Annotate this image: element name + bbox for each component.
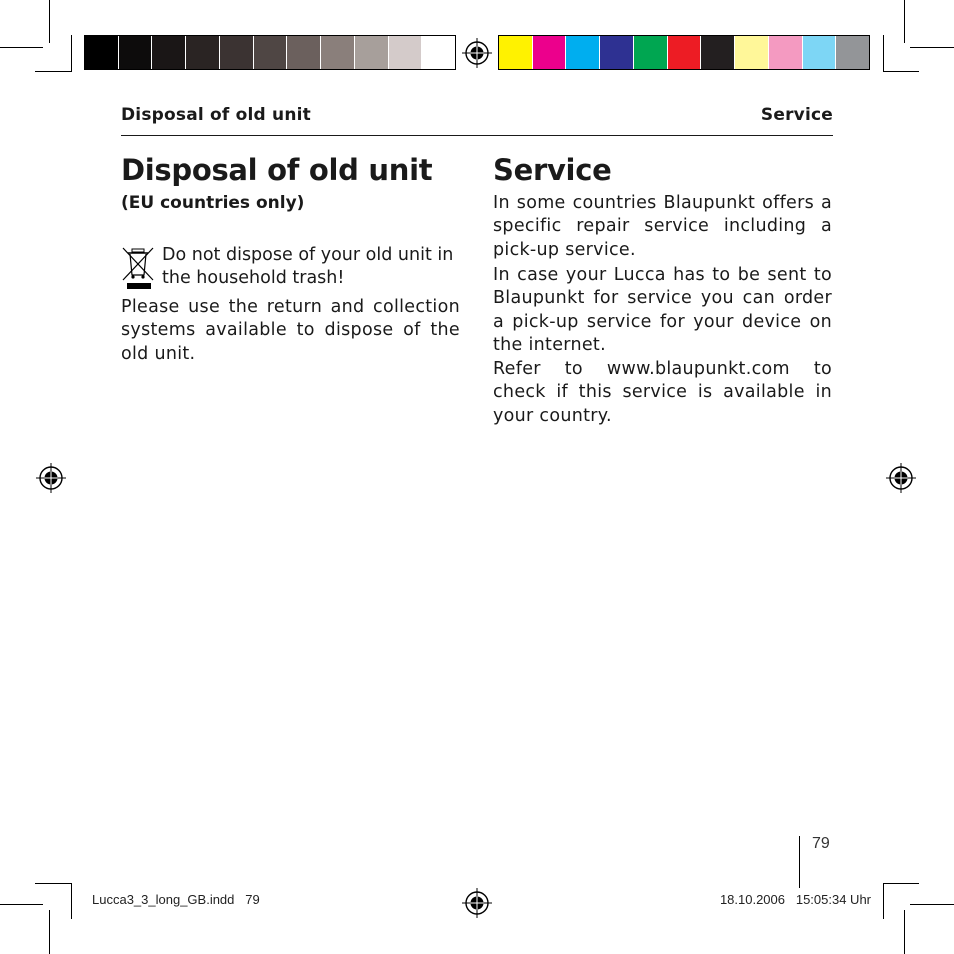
running-header-left: Disposal of old unit bbox=[121, 105, 311, 125]
color-swatch bbox=[186, 36, 220, 69]
color-swatch bbox=[287, 36, 321, 69]
color-swatch bbox=[533, 36, 567, 69]
crop-mark bbox=[904, 910, 905, 954]
running-header-right: Service bbox=[760, 105, 833, 125]
color-swatch bbox=[422, 36, 455, 69]
crop-mark bbox=[883, 71, 919, 72]
service-paragraph-3: Refer to www.blaupunkt.com to check if this service is available in your country. bbox=[493, 359, 832, 426]
color-swatch bbox=[220, 36, 254, 69]
crop-mark bbox=[904, 0, 905, 43]
color-swatch bbox=[321, 36, 355, 69]
crop-mark bbox=[35, 883, 72, 884]
disposal-title: Disposal of old unit bbox=[121, 153, 433, 187]
crop-mark bbox=[49, 0, 50, 43]
crop-mark bbox=[35, 71, 72, 72]
crop-mark bbox=[883, 35, 884, 72]
gray-swatch-bar bbox=[84, 35, 456, 70]
footer-filename: Lucca3_3_long_GB.indd 79 bbox=[92, 892, 260, 907]
color-swatch bbox=[769, 36, 803, 69]
color-swatch bbox=[254, 36, 288, 69]
process-color-bar bbox=[498, 35, 870, 70]
color-swatch bbox=[701, 36, 735, 69]
page-number: 79 bbox=[812, 835, 830, 852]
service-title: Service bbox=[493, 153, 612, 187]
crop-mark bbox=[883, 883, 919, 884]
crop-mark bbox=[71, 35, 72, 72]
registration-mark-icon bbox=[462, 38, 492, 68]
header-rule bbox=[121, 135, 833, 136]
color-swatch bbox=[499, 36, 533, 69]
disposal-body: Please use the return and collection systems available to dispose of the old unit. bbox=[121, 297, 460, 364]
page-number-rule bbox=[799, 836, 800, 888]
color-swatch bbox=[152, 36, 186, 69]
crop-mark bbox=[910, 904, 954, 905]
crop-mark bbox=[883, 883, 884, 919]
color-swatch bbox=[355, 36, 389, 69]
service-paragraph-1: In some countries Blaupunkt offers a specific repair service including a pick-up service. bbox=[493, 193, 832, 260]
crop-mark bbox=[49, 910, 50, 954]
crop-mark bbox=[910, 47, 954, 48]
crossed-out-bin-icon bbox=[121, 246, 155, 292]
footer-timestamp: 18.10.2006 15:05:34 Uhr bbox=[719, 892, 871, 907]
color-swatch bbox=[668, 36, 702, 69]
color-swatch bbox=[836, 36, 869, 69]
crop-mark bbox=[0, 47, 43, 48]
color-swatch bbox=[566, 36, 600, 69]
crop-mark bbox=[71, 883, 72, 919]
color-swatch bbox=[600, 36, 634, 69]
color-swatch bbox=[634, 36, 668, 69]
disposal-warning: Do not dispose of your old unit in the household trash! bbox=[162, 245, 454, 289]
color-swatch bbox=[803, 36, 837, 69]
color-swatch bbox=[85, 36, 119, 69]
crop-mark bbox=[0, 904, 43, 905]
service-paragraph-2: In case your Lucca has to be sent to Blaupunkt for service you can order a pick-up service for your device on the internet. bbox=[493, 265, 832, 355]
registration-mark-icon bbox=[462, 888, 492, 918]
disposal-subtitle: (EU countries only) bbox=[121, 193, 305, 213]
color-swatch bbox=[735, 36, 769, 69]
color-swatch bbox=[119, 36, 153, 69]
registration-mark-icon bbox=[36, 463, 66, 493]
registration-mark-icon bbox=[886, 463, 916, 493]
color-swatch bbox=[389, 36, 423, 69]
